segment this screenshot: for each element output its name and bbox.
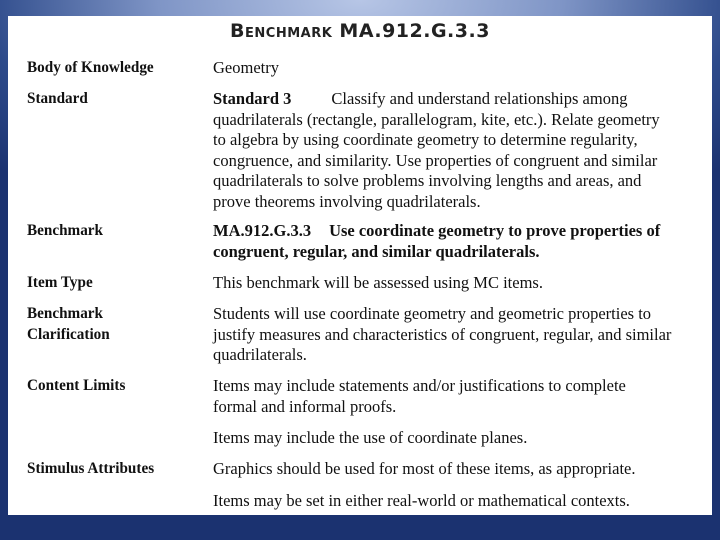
clarification-line: quadrilaterals. [213, 345, 307, 364]
content-limits-extra: Items may include the use of coordinate planes. [213, 428, 528, 447]
benchmark-line: congruent, regular, and similar quadrilaterals. [213, 241, 540, 261]
content-limits-line: Items may include statements and/or justifications to complete [213, 376, 626, 395]
standard-line: Classify and understand relationships among [331, 89, 628, 108]
clarification-line: justify measures and characteristics of congruent, regular, and similar [213, 324, 672, 344]
title-code: MA.912.G.3.3 [339, 20, 490, 42]
label-body-of-knowledge: Body of Knowledge [27, 59, 154, 76]
standard-line: quadrilaterals to solve problems involving lengths and areas, and [213, 171, 642, 190]
label-standard: Standard [27, 90, 88, 107]
label-stimulus-attributes: Stimulus Attributes [27, 460, 155, 477]
benchmark-line: Use coordinate geometry to prove properties of [329, 221, 661, 240]
value-standard [213, 89, 660, 212]
label-benchmark-clarification [27, 304, 110, 345]
label-line: Benchmark [27, 305, 103, 322]
standard-line: congruence, and similarity. Use properties of congruent and similar [213, 150, 658, 170]
content-limits-line: formal and informal proofs. [213, 396, 397, 416]
value-stimulus-attributes-2: Items may be set in either real-world or mathematical contexts. [213, 491, 630, 510]
standard-line: quadrilaterals (rectangle, parallelogram, kite, etc.). Relate geometry [213, 109, 660, 129]
benchmark-lead: MA.912.G.3.3 [213, 221, 312, 240]
label-benchmark: Benchmark [27, 222, 103, 239]
value-content-limits [213, 376, 626, 417]
clarification-line: Students will use coordinate geometry and geometric properties to [213, 304, 652, 323]
label-item-type: Item Type [27, 274, 93, 291]
standard-line: prove theorems involving quadrilaterals. [213, 191, 481, 211]
standard-line: to algebra by using coordinate geometry to determine regularity, [213, 130, 638, 149]
label-line: Clarification [27, 325, 110, 343]
title-prefix: Benchmark [230, 20, 333, 42]
value-stimulus-attributes: Graphics should be used for most of these items, as appropriate. [213, 459, 636, 478]
value-body-of-knowledge: Geometry [213, 58, 279, 77]
benchmark-document [8, 16, 712, 515]
value-item-type: This benchmark will be assessed using MC items. [213, 273, 543, 292]
standard-lead: Standard 3 [213, 89, 292, 108]
label-content-limits: Content Limits [27, 377, 126, 394]
page-title [8, 20, 712, 42]
value-benchmark-clarification [213, 304, 671, 366]
value-benchmark [213, 221, 660, 262]
